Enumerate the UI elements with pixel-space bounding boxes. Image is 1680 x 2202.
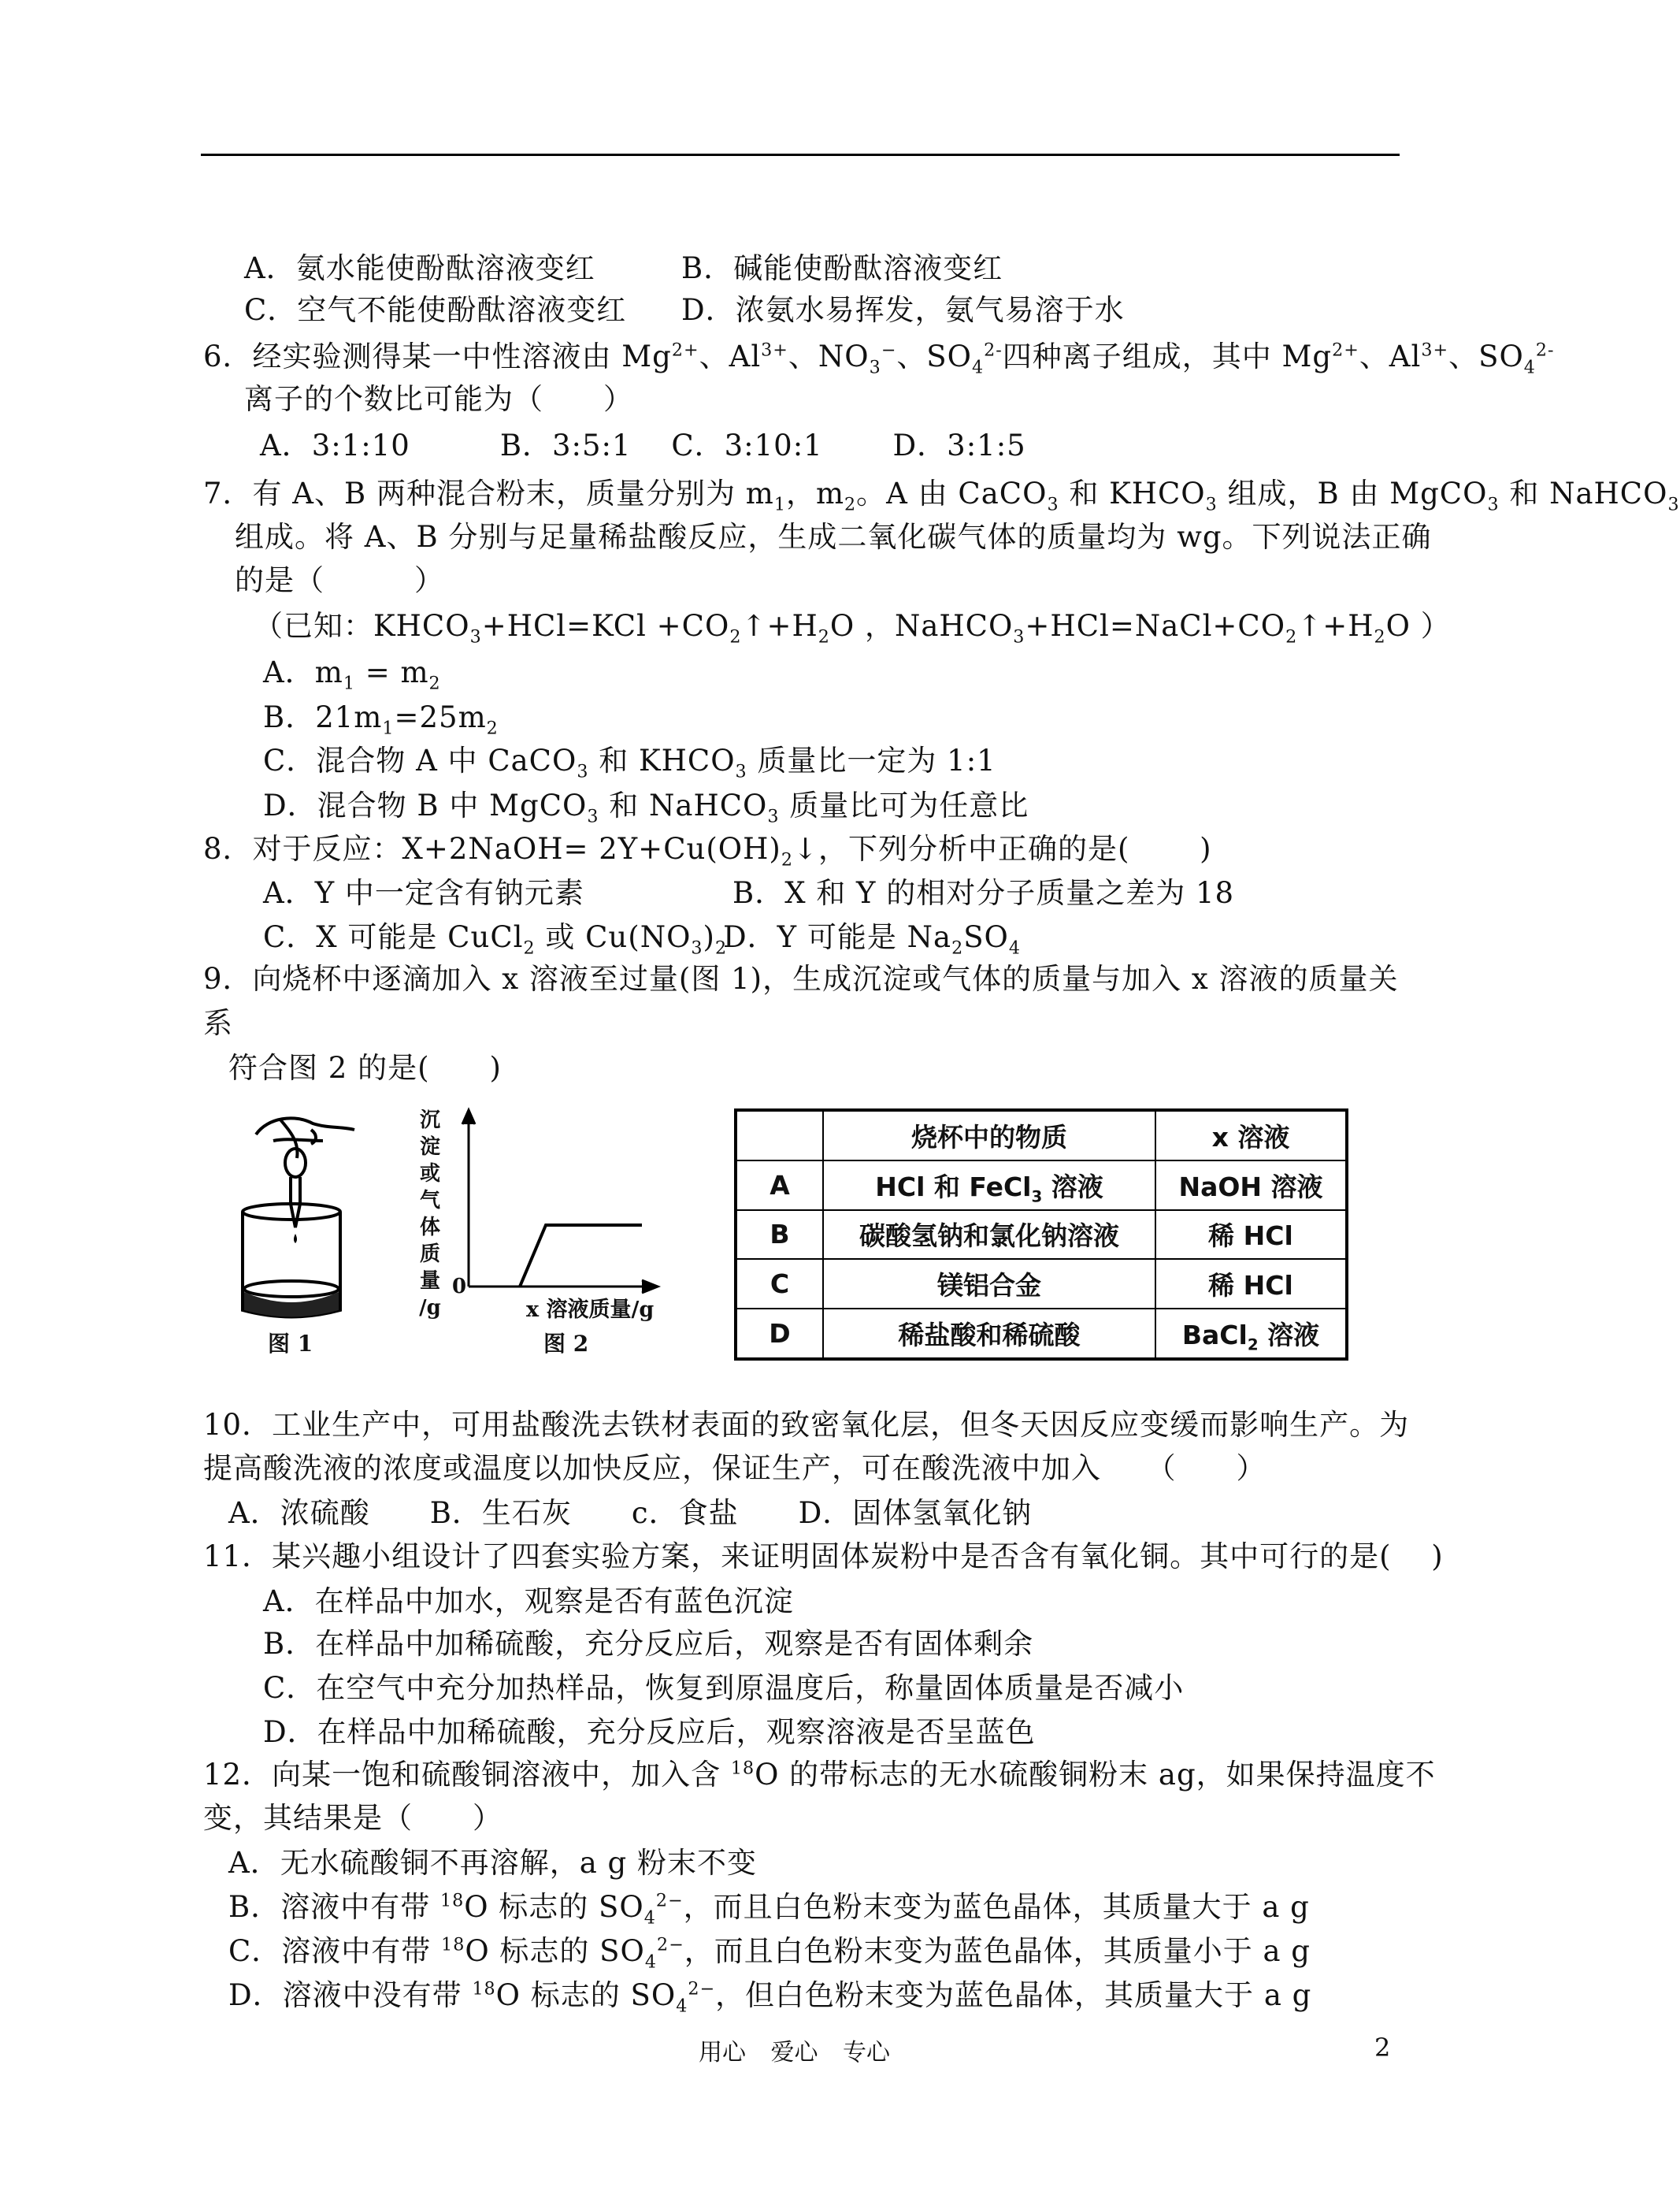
table-cell-substance: 稀盐酸和稀硫酸	[823, 1309, 1155, 1359]
fig2-caption: 图 2	[543, 1331, 589, 1357]
table-cell-solution: BaCl$_2$ 溶液	[1155, 1309, 1347, 1359]
text-line-q7D: D．混合物 B 中 MgCO$_3$ 和 NaHCO$_3$ 质量比可为任意比	[263, 789, 1029, 827]
y-axis-char: 质	[419, 1242, 440, 1266]
hand-icon	[256, 1118, 354, 1158]
text-line-q8: 8．对于反应：X+2NaOH= $2Y+Cu(OH)_2↓$，下列分析中正确的是( )	[203, 832, 1212, 871]
text-line-q11D: D．在样品中加稀硫酸，充分反应后，观察溶液是否呈蓝色	[263, 1715, 1036, 1749]
text-line-q11C: C．在空气中充分加热样品，恢复到原温度后，称量固体质量是否减小	[263, 1671, 1185, 1705]
text-line-q10opts: A．浓硫酸 B．生石灰 c．食盐 D．固体氢氧化钠	[228, 1496, 1033, 1530]
text-line-q9b: 系	[203, 1006, 233, 1040]
text-line-q12A: A．无水硫酸铜不再溶解，a g 粉末不变	[228, 1846, 757, 1880]
header-rule	[201, 154, 1400, 156]
drop-shape	[294, 1234, 297, 1243]
text-line-q12: 12．向某一饱和硫酸铜溶液中，加入含 $^{18}$O 的带标志的无水硫酸铜粉末 ag，如果保持温度不	[203, 1758, 1436, 1792]
fig1-caption: 图 1	[268, 1331, 313, 1357]
text-line-q10: 10．工业生产中，可用盐酸洗去铁材表面的致密氧化层，但冬天因反应变缓而影响生产。为	[203, 1408, 1410, 1442]
text-line-q5a: A．氨水能使酚酞溶液变红	[244, 251, 595, 285]
text-line-q8C: C．X 可能是 CuCl$_2$ 或 $Cu(NO_3)_2$	[263, 920, 728, 959]
text-line-q9: 9．向烧杯中逐滴加入 x 溶液至过量(图 1)，生成沉淀或气体的质量与加入 x 溶液的质量关	[203, 962, 1399, 996]
table-cell-label: B	[736, 1210, 823, 1260]
text-line-q8D: D．Y 可能是 $Na_2SO_4$	[723, 920, 1021, 959]
table-cell-substance: 碳酸氢钠和氯化钠溶液	[823, 1210, 1155, 1260]
y-axis-unit: /g	[419, 1296, 441, 1320]
x-axis-label: x 溶液质量/g	[526, 1298, 655, 1322]
table-row	[736, 1210, 1347, 1260]
table-row	[736, 1259, 1347, 1309]
table-row	[736, 1309, 1347, 1359]
footer-slogan: 用心 爱心 专心	[698, 2039, 891, 2066]
text-line-q12C: C．溶液中有带 $^{18}$O 标志的 $SO_4^{2-}$，而且白色粉末变为蓝色晶体，其质量小于 a g	[228, 1934, 1311, 1973]
text-line-q7d: （已知：$KHCO_3+HCl=KCl$ $+CO_2↑+H_2O$ ，$NaHCO_3+HCl=NaCl+CO_2↑+H_2O$ ）	[254, 609, 1451, 648]
table-row	[736, 1160, 1347, 1210]
mass-graph	[441, 1107, 669, 1320]
text-line-q8B: B．X 和 Y 的相对分子质量之差为 18	[732, 876, 1235, 910]
table-cell-label: A	[736, 1160, 823, 1210]
text-line-q11A: A．在样品中加水，观察是否有蓝色沉淀	[263, 1584, 794, 1618]
text-line-q5c: C．空气不能使酚酞溶液变红	[244, 293, 627, 327]
y-axis-char: 气	[419, 1189, 440, 1212]
table-header-row	[736, 1110, 1347, 1160]
text-line-q7: 7．有 A、B 两种混合粉末，质量分别为 $m_1$，$m_2$。A 由 CaCO$_3$ 和 $KHCO_3$ 组成，B 由 MgCO$_3$ 和 NaHCO$_3$	[203, 477, 1680, 515]
dropper-icon	[285, 1149, 306, 1227]
table-cell-solution: 稀 HCl	[1155, 1259, 1347, 1309]
text-line-q7C: C．混合物 A 中 CaCO$_3$ 和 $KHCO_3$ 质量比一定为 1:1	[263, 744, 996, 782]
table-cell-solution: NaOH 溶液	[1155, 1160, 1347, 1210]
text-line-q9c: 符合图 2 的是( )	[228, 1051, 502, 1085]
table-cell-substance: HCl 和 FeCl$_3$ 溶液	[823, 1160, 1155, 1210]
text-line-q5d: D．浓氨水易挥发，氨气易溶于水	[681, 293, 1125, 327]
table-header-cell: x 溶液	[1155, 1110, 1347, 1160]
text-line-q11B: B．在样品中加稀硫酸，充分反应后，观察是否有固体剩余	[263, 1627, 1034, 1661]
text-line-q6opts: A．3:1:10 B．3:5:1 C．3:10:1 D．3:1:5	[260, 429, 1026, 462]
table-header-cell: 烧杯中的物质	[823, 1110, 1155, 1160]
options-table	[734, 1108, 1348, 1361]
text-line-q5b: B．碱能使酚酞溶液变红	[681, 251, 1003, 285]
beaker-dropper-figure	[224, 1109, 358, 1338]
y-axis-char: 淀	[419, 1135, 440, 1159]
y-axis-label	[416, 1107, 444, 1321]
text-line-q12B: B．溶液中有带 $^{18}$O 标志的 $SO_4^{2-}$，而且白色粉末变为蓝色晶体，其质量大于 a g	[228, 1890, 1310, 1929]
table-cell-label: D	[736, 1309, 823, 1359]
text-line-q10b: 提高酸洗液的浓度或温度以加快反应，保证生产，可在酸洗液中加入 （ ）	[203, 1451, 1266, 1485]
y-axis-char: 量	[419, 1269, 440, 1293]
text-line-q7b: 组成。将 A、B 分别与足量稀盐酸反应，生成二氧化碳气体的质量均为 wg。下列说法正确	[235, 520, 1432, 554]
table-cell-substance: 镁铝合金	[823, 1259, 1155, 1309]
text-line-q11: 11．某兴趣小组设计了四套实验方案，来证明固体炭粉中是否含有氧化铜。其中可行的是( )	[203, 1539, 1444, 1573]
text-line-q12b: 变，其结果是（ ）	[203, 1801, 503, 1835]
y-axis-char: 体	[419, 1216, 440, 1239]
table-cell-solution: 稀 HCl	[1155, 1210, 1347, 1260]
page-number: 2	[1374, 2033, 1391, 2063]
table-header-cell	[736, 1110, 823, 1160]
graph-line	[520, 1225, 642, 1287]
text-line-q12D: D．溶液中没有带 $^{18}$O 标志的 $SO_4^{2-}$，但白色粉末变为蓝色晶体，其质量大于 a g	[228, 1978, 1312, 2017]
table-cell-label: C	[736, 1259, 823, 1309]
text-line-q7B: B．$21m_1=25m_2$	[263, 700, 499, 739]
text-line-q7c: 的是（ ）	[235, 563, 444, 597]
graph-origin: 0	[452, 1275, 467, 1298]
text-line-q6: 6．经实验测得某一中性溶液由 $Mg^{2+}$、$Al^{3+}$、$NO_3^-$、$SO_4^{2-}$四种离子组成，其中 $Mg^{2+}$、$Al^{3+}$、$SO_4^{2-}$	[203, 340, 1555, 378]
text-line-q7A: A．$m_1 = m_2$	[263, 655, 441, 694]
text-line-q8A: A．Y 中一定含有钠元素	[263, 876, 584, 910]
y-axis-char: 沉	[419, 1108, 440, 1132]
y-axis-char: 或	[419, 1162, 440, 1186]
text-line-q6b: 离子的个数比可能为（ ）	[244, 382, 633, 416]
